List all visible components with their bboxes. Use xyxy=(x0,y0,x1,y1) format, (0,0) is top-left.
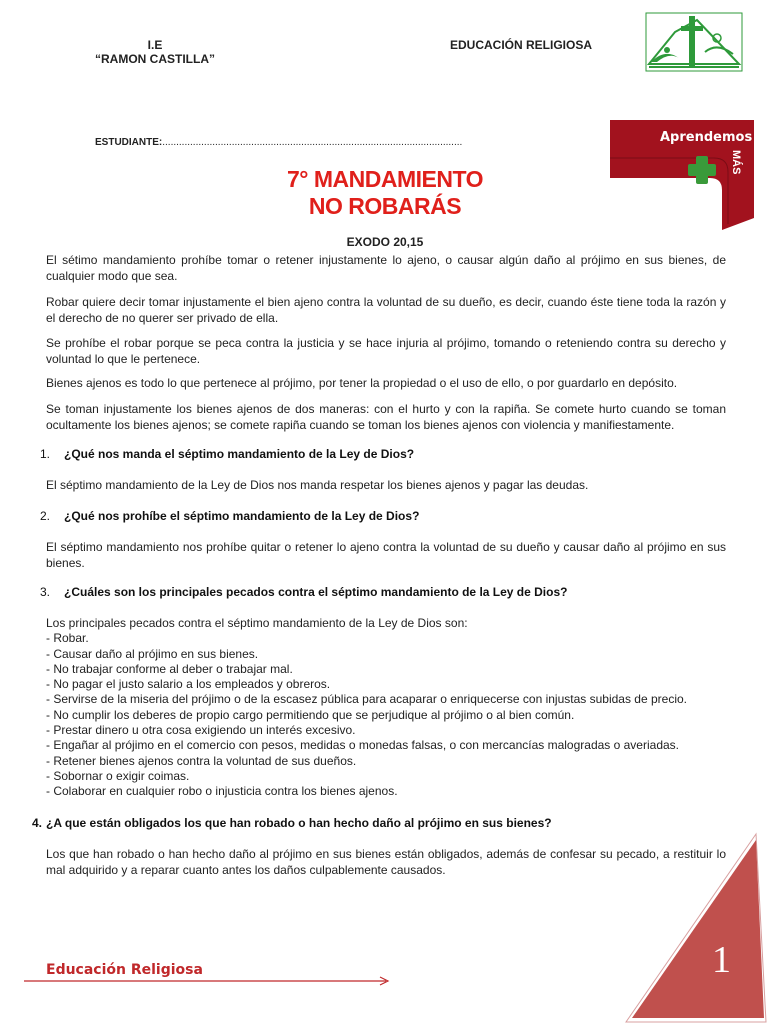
badge-mas: MÁS xyxy=(730,150,742,175)
student-dots: ............................................................................................................ xyxy=(162,137,463,148)
bible-reference: EXODO 20,15 xyxy=(346,235,424,249)
list-item: - No cumplir los deberes de propio cargo permitiendo que se perjudique al prójimo o al bien común. xyxy=(46,707,575,722)
question-3 xyxy=(40,585,567,599)
page-title xyxy=(200,166,570,220)
page-corner-triangle xyxy=(624,832,768,1024)
list-item: - Engañar al prójimo en el comercio con pesos, medidas o monedas falsas, o con mercancías malogradas o averiadas. xyxy=(46,738,679,753)
aprendemos-mas-badge xyxy=(610,120,754,230)
list-item: - Robar. xyxy=(46,631,89,646)
list-item: - No pagar el justo salario a los empleados y obreros. xyxy=(46,677,331,692)
question-4 xyxy=(32,816,552,830)
question-2 xyxy=(40,509,419,523)
list-item: - Colaborar en cualquier robo o injusticia contra los bienes ajenos. xyxy=(46,784,398,799)
subject-title: EDUCACIÓN RELIGIOSA xyxy=(450,38,593,52)
school-logo xyxy=(645,12,743,72)
question-1-text: ¿Qué nos manda el séptimo mandamiento de la Ley de Dios? xyxy=(64,447,415,461)
list-item: - Sobornar o exigir coimas. xyxy=(46,768,190,783)
question-4-number: 4. xyxy=(32,816,43,830)
question-3-text: ¿Cuáles son los principales pecados contra el séptimo mandamiento de la Ley de Dios? xyxy=(64,585,568,599)
page-number: 1 xyxy=(712,939,731,981)
answer-1: El séptimo mandamiento de la Ley de Dios nos manda respetar los bienes ajenos y pagar las deudas. xyxy=(46,478,589,492)
question-1-number: 1. xyxy=(40,447,51,461)
list-item: - Prestar dinero u otra cosa exigiendo un interés excesivo. xyxy=(46,723,356,738)
answer-3-intro: Los principales pecados contra el séptimo mandamiento de la Ley de Dios son: xyxy=(46,616,468,630)
student-line[interactable] xyxy=(95,137,462,148)
question-1 xyxy=(40,447,414,461)
title-line-1: 7° MANDAMIENTO xyxy=(286,166,483,192)
list-item: - Retener bienes ajenos contra la voluntad de sus dueños. xyxy=(46,753,357,768)
intro-paragraph-3: Se prohíbe el robar porque se peca contra la justicia y se hace injuria al prójimo, tomando o reteniendo contra su derecho y voluntad lo que le pertenece. xyxy=(46,336,726,366)
title-line-2: NO ROBARÁS xyxy=(308,193,462,219)
intro-paragraph-2: Robar quiere decir tomar injustamente el bien ajeno contra la voluntad de su dueño, es decir, cuando éste tiene toda la razón y el derecho de no querer ser privado de ella. xyxy=(46,295,726,325)
question-4-text: ¿A que están obligados los que han robado o han hecho daño al prójimo en sus bienes? xyxy=(46,816,552,830)
answer-4: Los que han robado o han hecho daño al prójimo en sus bienes están obligados, además de confesar su pecado, a restituir lo mal adquirido y a reparar cuanto antes los daños culpablemente causados. xyxy=(46,847,726,877)
answer-3 xyxy=(46,616,726,800)
intro-paragraph-4: Bienes ajenos es todo lo que pertenece al prójimo, por tener la propiedad o el uso de ello, o por guardarlo en depósito. xyxy=(46,376,678,390)
list-item: - Servirse de la miseria del prójimo o de la escasez pública para acaparar o enriquecerse con injustas subidas de precio. xyxy=(46,692,688,707)
footer-arrow xyxy=(24,974,394,986)
question-2-text: ¿Qué nos prohíbe el séptimo mandamiento de la Ley de Dios? xyxy=(64,509,420,523)
badge-text: Aprendemos xyxy=(660,130,753,145)
question-3-number: 3. xyxy=(40,585,51,599)
student-label: ESTUDIANTE: xyxy=(95,137,163,148)
list-item: - No trabajar conforme al deber o trabajar mal. xyxy=(46,661,293,676)
school-line-1: I.E xyxy=(147,38,163,52)
intro-paragraph-1: El sétimo mandamiento prohíbe tomar o retener injustamente lo ajeno, o causar algún daño al prójimo en sus bienes, de cualquier modo que sea. xyxy=(46,253,726,283)
footer-label: Educación Religiosa xyxy=(46,962,203,978)
answer-2: El séptimo mandamiento nos prohíbe quitar o retener lo ajeno contra la voluntad de su dueño y causar daño al prójimo en sus bienes. xyxy=(46,540,726,570)
school-line-2: “RAMON CASTILLA” xyxy=(95,52,215,66)
question-2-number: 2. xyxy=(40,509,51,523)
list-item: - Causar daño al prójimo en sus bienes. xyxy=(46,646,259,661)
intro-paragraph-5: Se toman injustamente los bienes ajenos de dos maneras: con el hurto y con la rapiña. Se comete hurto cuando se toman ocultamente los bienes ajenos; se comete rapiña cuando se toman los bienes ajenos con violencia y manifiestamente. xyxy=(46,402,726,432)
school-name xyxy=(95,38,215,66)
